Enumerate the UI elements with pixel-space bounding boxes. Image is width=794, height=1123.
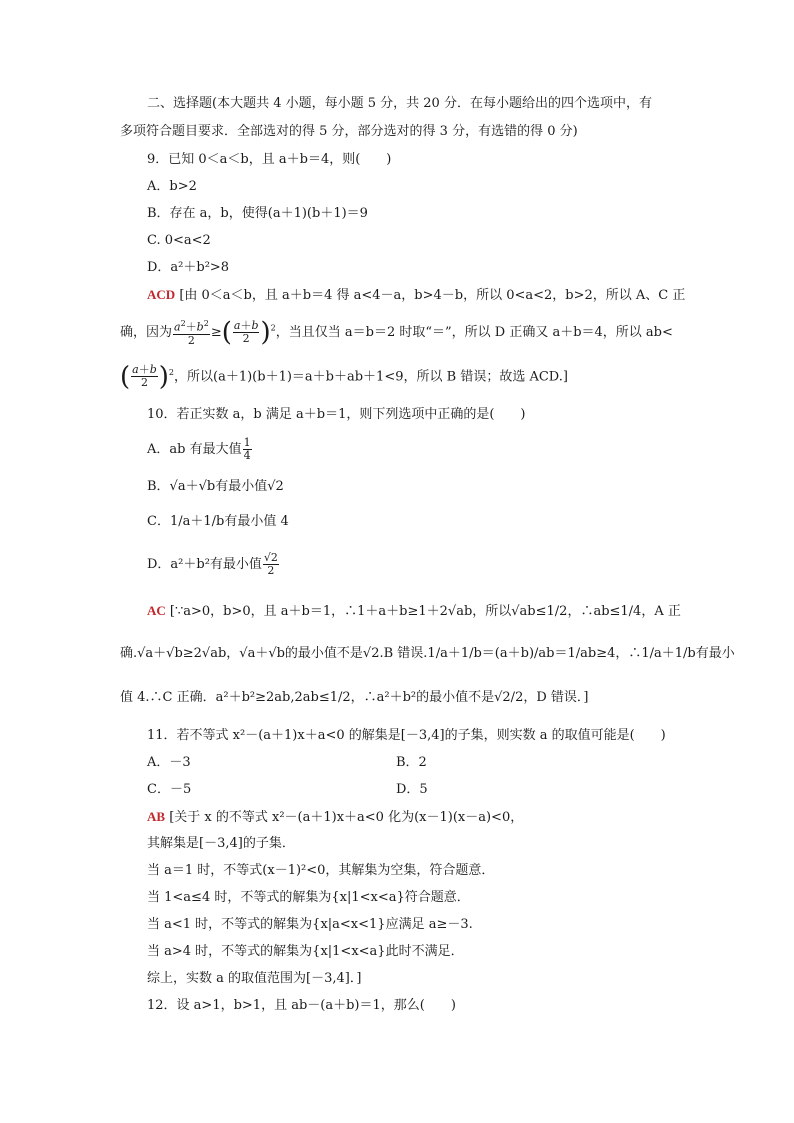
q11-solution-line5: 当 a<1 时，不等式的解集为{x|a<x<1}应满足 a≥－3. — [147, 917, 473, 932]
q10-solution-line2: 确.√a＋√b≥2√ab，√a＋√b的最小值不是√2.B 错误.1/a＋1/b＝(a＋b)/ab＝1/ab≥4，∴1/a＋1/b有最小 — [120, 646, 735, 661]
q11-solution-line3: 当 a＝1 时，不等式(x－1)²<0，其解集为空集，符合题意． — [147, 863, 495, 878]
section-header-line2: 多项符合题目要求．全部选对的得 5 分，部分选对的得 3 分，有选错的得 0 分) — [120, 124, 578, 139]
q10-option-b: B．√a＋√b有最小值√2 — [147, 479, 284, 494]
fraction: $\frac{a^2+b^2}{2}$ — [174, 319, 209, 347]
q9-solution-line1 — [147, 286, 685, 305]
q9-solution-text3: ，所以(a＋1)(b＋1)＝a＋b＋ab＋1<9，所以 B 错误；故选 ACD.] — [174, 369, 568, 385]
q10-stem: 10．若正实数 a，b 满足 a＋b＝1，则下列选项中正确的是( ) — [147, 407, 526, 422]
section-header-line1: 二、选择题(本大题共 4 小题，每小题 5 分，共 20 分．在每小题给出的四个选项中，有 — [147, 96, 652, 111]
q9-answer: ACD — [147, 287, 176, 302]
q10-option-c: C．1/a＋1/b有最小值 4 — [147, 514, 289, 529]
q11-option-a: A．－3 — [147, 755, 191, 770]
q11-option-d: D．5 — [396, 782, 428, 797]
q9-solution-line3: ( $\frac{a+b}{2}$ )$^2$，所以(a＋1)(b＋1)＝a＋b＋ab＋1<9，所以 B 错误；故选 ACD.] — [120, 361, 568, 392]
q11-solution-line4: 当 1<a≤4 时，不等式的解集为{x|1<x<a}符合题意． — [147, 890, 470, 905]
q11-solution-line7: 综上，实数 a 的取值范围为[－3,4]．] — [147, 971, 362, 986]
q10-option-d — [147, 552, 280, 577]
q9-solution-text2a: 确，因为 — [120, 324, 173, 340]
q9-option-c: C. 0<a<2 — [147, 233, 211, 248]
q9-solution-text2b: ，当且仅当 a＝b＝2 时取“＝”，所以 D 正确又 a＋b＝4，所以 ab< — [275, 324, 673, 340]
q9-solution-line2: 确，因为 $\frac{a^2+b^2}{2}$ ≥( $\frac{a+b}{2}$ )$^2$，当且仅当 a＝b＝2 时取“＝”，所以 D 正确又 a＋b＝4，所以 ab< — [120, 317, 673, 348]
q9-option-b: B．存在 a，b，使得(a＋1)(b＋1)＝9 — [147, 206, 368, 221]
fraction: $\frac{√2}{2}$ — [263, 551, 278, 577]
q9-stem: 9．已知 0＜a＜b，且 a＋b＝4，则( ) — [147, 152, 392, 167]
q12-stem: 12．设 a>1，b>1，且 ab－(a＋b)＝1，那么( ) — [147, 998, 456, 1013]
fraction: $\frac{1}{4}$ — [243, 436, 251, 462]
q10-option-d-text: D．a²＋b²有最小值 — [147, 557, 262, 572]
q10-answer: AC — [147, 603, 166, 618]
q11-solution-text1: [关于 x 的不等式 x²－(a＋1)x＋a<0 化为(x－1)(x－a)<0， — [169, 810, 524, 825]
q11-answer: AB — [147, 809, 166, 824]
q10-solution-text1: [∵a>0，b>0，且 a＋b＝1，∴1＋a＋b≥1＋2√ab，所以√ab≤1/2，∴ab≤1/4，A 正 — [169, 604, 681, 619]
q11-option-c: C．－5 — [147, 782, 192, 797]
fraction: $\frac{a+b}{2}$ — [132, 363, 157, 390]
q11-solution-line6: 当 a>4 时，不等式的解集为{x|1<x<a}此时不满足． — [147, 944, 464, 959]
q9-option-a: A．b>2 — [147, 179, 197, 194]
q11-solution-line2: 其解集是[－3,4]的子集． — [147, 836, 295, 851]
q11-option-b: B．2 — [396, 755, 427, 770]
fraction: $\frac{a+b}{2}$ — [233, 318, 259, 345]
q9-solution-text1: [由 0＜a＜b，且 a＋b＝4 得 a<4－a，b>4－b，所以 0<a<2，b>2，所以 A、C 正 — [179, 288, 686, 303]
q11-solution-line1 — [147, 808, 523, 827]
q10-solution-line1 — [147, 602, 681, 621]
q11-stem: 11．若不等式 x²－(a＋1)x＋a<0 的解集是[－3,4]的子集，则实数 a 的取值可能是( ) — [147, 728, 666, 743]
q9-option-d: D．a²＋b²>8 — [147, 260, 230, 275]
q10-option-a-text: A．ab 有最大值 — [147, 442, 242, 457]
q10-option-a — [147, 437, 253, 462]
q10-solution-line3: 值 4.∴C 正确．a²＋b²≥2ab,2ab≤1/2，∴a²＋b²的最小值不是√2/2，D 错误．] — [120, 690, 589, 705]
